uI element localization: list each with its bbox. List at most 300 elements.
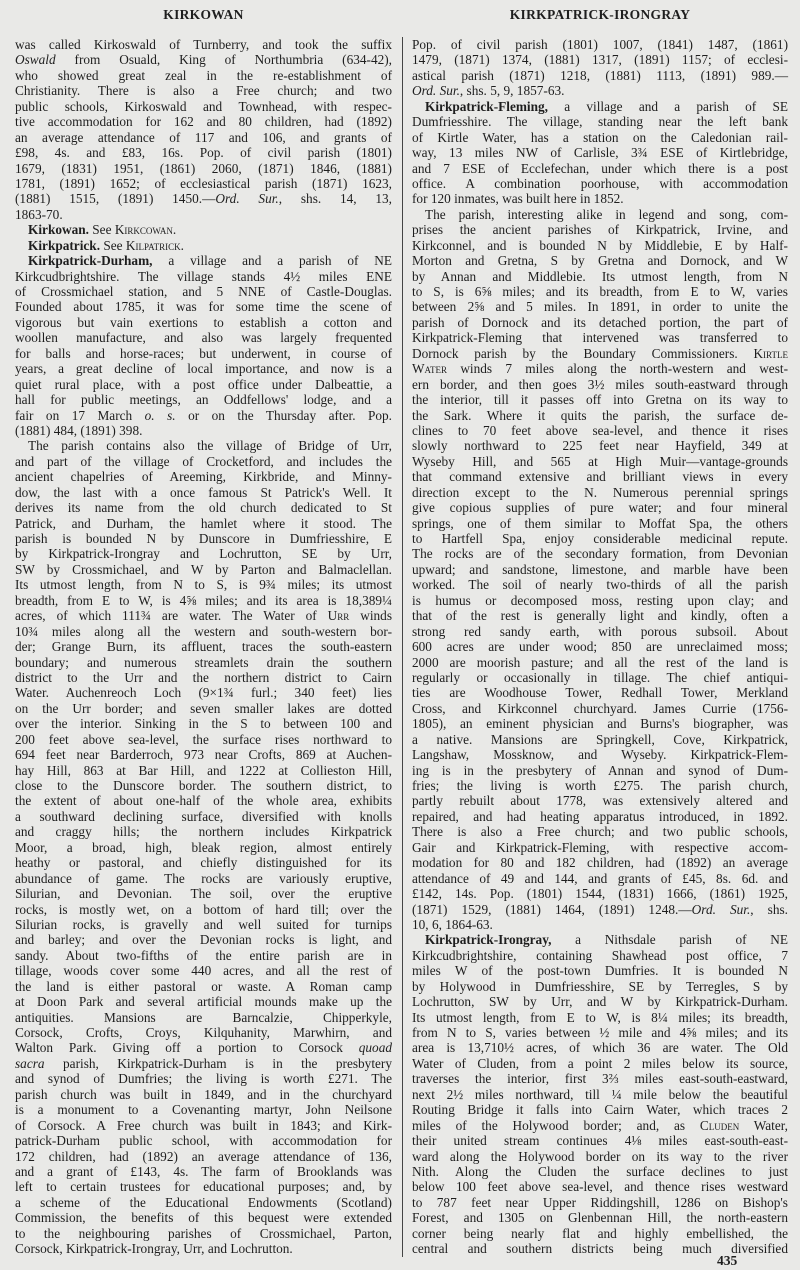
paragraph	[15, 438, 392, 1256]
text-line	[412, 377, 788, 392]
text-line	[412, 423, 788, 438]
text-run: of Corsock. A Free church was built in 1843; and Kirk-	[15, 1117, 392, 1133]
text-line	[15, 238, 392, 253]
text-line	[15, 670, 392, 685]
text-line	[15, 516, 392, 531]
text-run: £142, 14s. Pop. (1801) 1544, (1831) 1666, (1861) 1925,	[412, 886, 788, 902]
text-line	[15, 1179, 392, 1194]
entry-headword: Kirkpatrick-Fleming,	[425, 98, 548, 114]
text-line	[15, 114, 392, 129]
text-run: Wyseby Hill, and 565 at High Muir—vantage-grounds	[412, 453, 788, 469]
text-line	[15, 253, 392, 268]
text-line	[412, 1164, 788, 1179]
text-line	[412, 670, 788, 685]
text-run: repaired, and had heating apparatus introduced, in 1892.	[412, 808, 788, 824]
text-run: Nith. Along the Cluden the surface declines to just	[412, 1163, 788, 1179]
text-run: Christianity. There is also a Free church; and two	[15, 83, 392, 99]
text-line	[412, 1010, 788, 1025]
text-run: Its utmost length, from E to W, is 8¼ miles; its breadth,	[412, 1009, 788, 1025]
text-run: Water. Auchenreoch Loch (9×1¾ furl.; 340 feet) lies	[15, 685, 392, 701]
text-run: area is 13,710½ acres, of which 36 are water. The Old	[412, 1040, 788, 1056]
text-run: vigorous but vain exertions to establish a cotton and	[15, 314, 392, 330]
text-line	[412, 346, 788, 361]
text-run: ancient chapelries of Areeming, Kirkbride, and Minny-	[15, 469, 392, 485]
text-run: below 100 feet above sea-level, and thence rises westward	[412, 1179, 788, 1195]
text-run: heathy or pastoral, and chiefly distinguished for its	[15, 855, 392, 871]
text-run: fair on 17 March	[15, 407, 145, 423]
text-line	[15, 500, 392, 515]
text-line	[412, 222, 788, 237]
text-line	[15, 1056, 392, 1071]
text-run: 1479, (1871) 1374, (1881) 1317, (1891) 1157; of ecclesi-	[412, 52, 788, 68]
text-run: an average attendance of 117 and 106, and grants of	[15, 129, 392, 145]
text-run: strong red sandy earth, with porous subsoil. About	[412, 623, 788, 639]
text-line	[15, 855, 392, 870]
text-line	[15, 1164, 392, 1179]
text-line	[412, 1149, 788, 1164]
entry-headword: Kirkpatrick.	[28, 237, 101, 253]
text-line	[15, 1025, 392, 1040]
text-run: Kirkcudbrightshire, containing Shawhead post office, 7	[412, 947, 788, 963]
text-line	[412, 639, 788, 654]
italic-text: Ord. Sur.	[691, 901, 751, 917]
text-line	[15, 963, 392, 978]
text-run: der; Grange Burn, its affluent, traces the south-eastern	[15, 639, 392, 655]
text-line	[15, 454, 392, 469]
text-run: for 120 inmates, was built here in 1852.	[412, 191, 624, 207]
text-run: , shs. 5, 9, 1857-63.	[459, 83, 565, 99]
text-run: for balls and horse-races; but underwent, in course of	[15, 345, 392, 361]
text-line	[412, 37, 788, 52]
text-line	[15, 701, 392, 716]
text-line	[15, 577, 392, 592]
text-run: antiquities. Mansions are Barncalzie, Chipperkyle,	[15, 1009, 392, 1025]
text-run: patrick-Durham public school, with accommodation for	[15, 1133, 392, 1149]
text-line	[412, 1056, 788, 1071]
text-run: quiet rural place, with a post office under Dalbeattie, a	[15, 376, 392, 392]
text-line	[15, 546, 392, 561]
text-run: upward; and sandstone, limestone, and marble have been	[412, 561, 788, 577]
text-line	[412, 68, 788, 83]
text-line	[412, 207, 788, 222]
text-line	[412, 284, 788, 299]
text-line	[15, 207, 392, 222]
text-column-left	[15, 37, 392, 1257]
text-line	[412, 793, 788, 808]
text-run: hall for public meetings, an Oddfellows' lodge, and a	[15, 392, 392, 408]
text-run: years, a great decline of local importance, and now is a	[15, 361, 392, 377]
text-line	[15, 1133, 392, 1148]
text-line	[412, 161, 788, 176]
text-line	[15, 346, 392, 361]
text-line	[15, 793, 392, 808]
text-run: a scheme of the Educational Endowments (Scotland)	[15, 1194, 392, 1210]
text-line	[15, 191, 392, 206]
text-run: attendance of 49 and 144, and grants of £45, 8s. 6d. and	[412, 870, 788, 886]
text-line	[412, 99, 788, 114]
text-line	[15, 840, 392, 855]
text-run: parish of Dornock and its detached portion, the part of	[412, 314, 788, 330]
text-line	[412, 562, 788, 577]
text-line	[15, 608, 392, 623]
text-run: to the neighbouring parishes of Crossmichael, Parton,	[15, 1225, 392, 1241]
text-run: the Sark. Where it quits the parish, the surface de-	[412, 407, 788, 423]
text-line	[412, 747, 788, 762]
text-line	[412, 886, 788, 901]
text-run: 600 acres are under wood; 850 are unreclaimed moss;	[412, 639, 788, 655]
text-line	[15, 1040, 392, 1055]
text-run: the extent of about one-half of the whole area, exhibits	[15, 793, 392, 809]
text-run: by Annan and Middlebie. Its utmost length, from N	[412, 268, 788, 284]
text-run: derives its name from the old church dedicated to St	[15, 500, 392, 516]
text-run: to Hartfell Spa, enjoy considerable medicinal repute.	[412, 531, 788, 546]
text-line	[15, 763, 392, 778]
italic-text: Ord. Sur.	[412, 83, 460, 99]
text-run: acres, of which 111¾ are water. The Water of	[15, 608, 328, 624]
text-line	[412, 516, 788, 531]
text-run: partly rebuilt about 1778, was extensively altered and	[412, 793, 788, 809]
text-run: breadth, from E to W, is 4⅝ miles; and its area is 18,389¼	[15, 592, 392, 608]
small-caps-text: Kirtle	[753, 345, 788, 361]
text-line	[15, 1010, 392, 1025]
text-run: that command extensive and brilliant views in every	[412, 469, 788, 485]
text-run: Dumfriesshire. The village, standing near the left bank	[412, 114, 788, 130]
text-run: Patrick, and Durham, the hamlet where it stood. The	[15, 515, 392, 531]
text-run: springs, one of them similar to Moffat Spa, the others	[412, 515, 788, 531]
text-line	[412, 778, 788, 793]
small-caps-text: Urr	[327, 608, 350, 624]
text-run: Forest, and 1305 on Glenbennan Hill, the north-eastern	[412, 1210, 788, 1226]
text-run: to 787 feet near Upper Riddingshill, 1286 on Bishop's	[412, 1194, 788, 1210]
text-run: Moor, a broad, high, bleak region, almost entirely	[15, 839, 392, 855]
small-caps-text: Cluden	[699, 1117, 740, 1133]
text-line	[15, 1241, 392, 1256]
paragraph	[15, 37, 392, 222]
text-run: abundance of game. The rocks are variously eruptive,	[15, 870, 392, 886]
text-line	[412, 685, 788, 700]
text-line	[412, 176, 788, 191]
text-run: 10¾ miles along all the western and south-western bor-	[15, 623, 392, 639]
text-run: a native. Mansions are Springkell, Cove, Kirkpatrick,	[412, 731, 788, 747]
text-run: and barley; and over the Devonian rocks is light, and	[15, 932, 392, 948]
text-line	[15, 871, 392, 886]
text-line	[412, 269, 788, 284]
text-line	[412, 485, 788, 500]
text-line	[15, 222, 392, 237]
paragraph	[412, 932, 788, 1256]
text-line	[15, 1087, 392, 1102]
text-run: and part of the village of Crocketford, and includes the	[15, 453, 392, 469]
text-run: direction except to the N. Numerous perennial springs	[412, 484, 788, 500]
text-line	[412, 299, 788, 314]
text-run: office. A combination poorhouse, with accommodation	[412, 175, 788, 191]
text-run: a village and a parish of SE	[547, 98, 788, 114]
text-line	[412, 809, 788, 824]
text-column-right	[412, 37, 788, 1257]
text-line	[412, 871, 788, 886]
text-line	[15, 330, 392, 345]
text-run: at Doon Park and several artificial mounds make up the	[15, 994, 392, 1010]
text-line	[15, 469, 392, 484]
text-run: 1805), an eminent physician and Burns's biographer, was	[412, 716, 788, 732]
text-run: Gair and Kirkpatrick-Fleming, with respective accom-	[412, 839, 788, 855]
paragraph	[412, 99, 788, 207]
text-line	[15, 1226, 392, 1241]
text-line	[412, 315, 788, 330]
text-line	[412, 1102, 788, 1117]
text-run: ern border, and then goes 3½ miles south-eastward through	[412, 376, 788, 392]
text-run: woollen manufacture, and also was largely frequented	[15, 330, 392, 346]
text-run: (1881) 1515, (1891) 1450.—	[15, 191, 216, 207]
text-run: on the Urr border; and seven smaller lakes are dotted	[15, 700, 392, 716]
column-divider	[402, 37, 403, 1257]
text-run: by Holywood in Dumfriesshire, SE by Terregles, S by	[412, 978, 788, 994]
text-run: and craggy hills; the northern includes Kirkpatrick	[15, 824, 392, 840]
text-run: miles of the Holywood border; and, as	[412, 1117, 700, 1133]
text-run: is a monument to a Covenanting martyr, John Neilsone	[15, 1102, 392, 1118]
text-line	[412, 902, 788, 917]
text-line	[15, 423, 392, 438]
text-line	[15, 593, 392, 608]
text-line	[412, 1040, 788, 1055]
text-line	[15, 408, 392, 423]
text-line	[15, 83, 392, 98]
text-run: to S, is 6⅝ miles; and its breadth, from E to W, varies	[412, 284, 788, 299]
text-line	[412, 500, 788, 515]
text-run: , shs. 14, 13,	[278, 191, 392, 207]
text-line	[412, 454, 788, 469]
text-line	[15, 52, 392, 67]
text-run: district to the Urr and the northern district to Cairn	[15, 669, 392, 685]
text-line	[15, 979, 392, 994]
text-line	[412, 1195, 788, 1210]
text-line	[15, 485, 392, 500]
text-line	[412, 52, 788, 67]
text-run: Kirkconnel, and is bounded N by Middlebie, E by Half-	[412, 237, 788, 253]
text-run: over the interior. Sinking in the S to between 100 and	[15, 716, 392, 732]
text-line	[15, 1102, 392, 1117]
text-run: See	[100, 237, 126, 253]
text-line	[412, 932, 788, 947]
paragraph	[15, 222, 392, 237]
entry-headword: Kirkowan.	[28, 222, 89, 238]
text-line	[412, 979, 788, 994]
text-line	[412, 330, 788, 345]
text-line	[15, 130, 392, 145]
text-run: rocks, is mostly wet, on a bottom of hard till; over the	[15, 901, 392, 917]
text-line	[412, 577, 788, 592]
text-line	[15, 1071, 392, 1086]
running-head-right: KIRKPATRICK-IRONGRAY	[509, 7, 691, 22]
text-run: who showed great zeal in the re-establishment of	[15, 67, 392, 83]
text-line	[15, 361, 392, 376]
text-run: Walton Park. Giving off a portion to Corsock	[15, 1040, 359, 1056]
text-line	[15, 1195, 392, 1210]
text-run: regularly or occasionally in tillage. The chief antiqui-	[412, 669, 788, 685]
text-run: close to the Dunscore border. The southern district, to	[15, 778, 392, 793]
text-run: from N to S, varies between ½ mile and 4⅝ miles; and its	[412, 1025, 788, 1040]
text-run: corner being nearly flat and highly embellished, the	[412, 1225, 788, 1241]
text-run: the land is either pastoral or waste. A Roman camp	[15, 978, 392, 994]
text-run: their united stream continues 4⅛ miles east-south-east-	[412, 1133, 788, 1149]
text-run: 200 feet above sea-level, the surface rises northward to	[15, 731, 392, 747]
text-run: traverses the interior, first 3⅔ miles east-south-eastward,	[412, 1071, 788, 1087]
text-line	[15, 1149, 392, 1164]
text-line	[412, 948, 788, 963]
text-run: Cross, and Kirkconnel churchyard. James Currie (1756-	[412, 700, 788, 716]
text-run: and synod of Dumfries; the living is worth £271. The	[15, 1071, 392, 1087]
text-line	[15, 902, 392, 917]
text-run: Commission, the benefits of this bequest were extended	[15, 1210, 392, 1226]
text-run: 1679, (1831) 1951, (1861) 2060, (1871) 1846, (1881)	[15, 160, 392, 176]
text-run: Dornock parish by the Boundary Commissioners.	[412, 345, 754, 361]
text-line	[412, 732, 788, 747]
text-run: public schools, Kirkoswald and Townhead, with respec-	[15, 98, 392, 114]
text-line	[15, 176, 392, 191]
text-line	[15, 99, 392, 114]
entry-headword: Kirkpatrick-Irongray,	[425, 932, 552, 948]
text-run: tive accommodation for 162 and 80 children, had (1892)	[15, 114, 392, 130]
text-run: ward along the Holywood border on its way to the river	[412, 1148, 788, 1164]
text-line	[15, 886, 392, 901]
text-line	[15, 377, 392, 392]
text-line	[412, 608, 788, 623]
text-run: fries; the living is worth £275. The parish church,	[412, 778, 788, 793]
text-run: prises the ancient parishes of Kirkpatrick, Irvine, and	[412, 222, 788, 238]
text-run: from Osuald, King of Northumbria (634-42),	[55, 52, 392, 68]
text-line	[15, 716, 392, 731]
text-line	[15, 824, 392, 839]
text-line	[15, 299, 392, 314]
text-run: boundary; and numerous streamlets drain the southern	[15, 654, 392, 670]
entry-headword: Kirkpatrick-Durham,	[28, 253, 153, 269]
text-run: £98, 4s. and £83, 16s. Pop. of civil parish (1801)	[15, 145, 392, 161]
text-line	[15, 932, 392, 947]
text-run: Corsock, Crofts, Croys, Kilquhanity, Marwhirn, and	[15, 1025, 392, 1040]
text-run: Kirkpatrick-Fleming that intervened was transferred to	[412, 330, 788, 346]
paragraph	[412, 37, 788, 99]
text-line	[412, 1118, 788, 1133]
text-line	[15, 917, 392, 932]
text-line	[412, 963, 788, 978]
text-run: tillage, woods cover some 440 acres, and all the rest of	[15, 963, 392, 979]
text-line	[412, 438, 788, 453]
text-run: SW by Crossmichael, and W by Parton and Balmaclellan.	[15, 561, 392, 577]
text-run: miles W of the post-town Dumfries. It is bounded N	[412, 963, 788, 979]
text-run: 1863-70.	[15, 206, 63, 222]
text-run: Corsock, Kirkpatrick-Irongray, Urr, and Lochrutton.	[15, 1241, 293, 1257]
text-run: Lochrutton, SW by Urr, and W by Kirkpatrick-Durham.	[412, 994, 788, 1010]
page-number: 435	[717, 1253, 738, 1268]
text-line	[412, 145, 788, 160]
text-run: 1781, (1891) 1652; of ecclesiastical parish (1871) 1623,	[15, 175, 392, 191]
text-run: There is also a Free church; and two public schools,	[412, 824, 788, 840]
text-run: between 2⅝ and 5 miles. In 1891, in order to unite the	[412, 299, 788, 315]
running-head-left: KIRKOWAN	[163, 7, 244, 22]
text-run: parish is bounded N by Dunscore in Dumfriesshire, E	[15, 531, 392, 546]
text-line	[412, 716, 788, 731]
text-line	[412, 701, 788, 716]
italic-text: o. s.	[144, 407, 176, 423]
text-line	[412, 1133, 788, 1148]
text-run: Its utmost length, from N to S, is 9¾ miles; its utmost	[15, 577, 392, 593]
text-line	[15, 624, 392, 639]
text-line	[15, 37, 392, 52]
text-run: Silurian, and Devonian. The soil, over the eruptive	[15, 886, 392, 902]
text-run: or on the Thursday after. Pop.	[175, 407, 393, 423]
text-run: astical parish (1871) 1218, (1881) 1113, (1891) 989.—	[412, 67, 788, 83]
text-line	[15, 284, 392, 299]
text-run: The parish, interesting alike in legend and song, com-	[425, 206, 788, 222]
text-run: hay Hill, 863 at Bar Hill, and 1222 at Collieston Hill,	[15, 762, 392, 778]
text-line	[412, 917, 788, 932]
text-line	[15, 655, 392, 670]
text-line	[15, 269, 392, 284]
paragraph	[15, 238, 392, 253]
text-run: parish church was built in 1849, and in the churchyard	[15, 1086, 392, 1102]
text-run: Pop. of civil parish (1801) 1007, (1841) 1487, (1861)	[412, 37, 788, 52]
text-run: and 7 ESE of Ecclefechan, under which there is a post	[412, 160, 788, 176]
text-line	[412, 994, 788, 1009]
text-line	[412, 1179, 788, 1194]
text-run: The parish contains also the village of Bridge of Urr,	[28, 438, 392, 454]
text-run: Silurian rocks, is gravelly and well suited for turnips	[15, 916, 392, 932]
text-line	[15, 994, 392, 1009]
text-run: Water,	[739, 1117, 788, 1133]
text-run: sandy. About two-fifths of the entire parish are in	[15, 947, 392, 963]
text-line	[412, 361, 788, 376]
text-run: worked. The soil of nearly two-thirds of all the parish	[412, 577, 788, 593]
text-run: 694 feet near Barderroch, 973 near Crofts, 869 at Auchen-	[15, 747, 392, 763]
text-run: (1881) 484, (1891) 398.	[15, 422, 143, 438]
paragraph	[15, 253, 392, 438]
text-run: See	[88, 222, 115, 238]
text-line	[412, 593, 788, 608]
text-run: of Kirtle Water, has a station on the Caledonian rail-	[412, 129, 788, 145]
text-run: give copious supplies of pure water; and four mineral	[412, 500, 788, 516]
text-run: 10, 6, 1864-63.	[412, 916, 493, 932]
text-run: slowly northward to 225 feet near Hayfield, 349 at	[412, 438, 788, 454]
text-line	[15, 685, 392, 700]
text-run: left to certain trustees for educational purposes; and, by	[15, 1179, 392, 1195]
text-line	[15, 948, 392, 963]
text-line	[15, 438, 392, 453]
text-run: by Kirkpatrick-Irongray and Lochrutton, SE by Urr,	[15, 546, 392, 562]
text-line	[412, 855, 788, 870]
text-line	[15, 392, 392, 407]
text-line	[15, 315, 392, 330]
text-run: Founded about 1785, it was for some time the scene of	[15, 299, 392, 315]
text-line	[412, 624, 788, 639]
text-line	[412, 191, 788, 206]
text-line	[15, 161, 392, 176]
text-run: ties are Woodhouse Tower, Redhall Tower, Merkland	[412, 685, 788, 701]
text-line	[412, 253, 788, 268]
text-run: a southward declining surface, diversified with knolls	[15, 808, 392, 824]
text-line	[412, 469, 788, 484]
text-run: the interior, till it passes off into Gretna on its way to	[412, 392, 788, 408]
text-run: that of the rest is generally light and kindly, often a	[412, 608, 788, 624]
text-line	[412, 1025, 788, 1040]
small-caps-text: Kirkcowan.	[114, 222, 177, 238]
italic-text: sacra	[15, 1055, 45, 1071]
text-line	[412, 408, 788, 423]
text-line	[15, 68, 392, 83]
text-run: was called Kirkoswald of Turnberry, and took the suffix	[15, 37, 392, 52]
text-line	[15, 531, 392, 546]
text-line	[412, 531, 788, 546]
text-line	[412, 392, 788, 407]
